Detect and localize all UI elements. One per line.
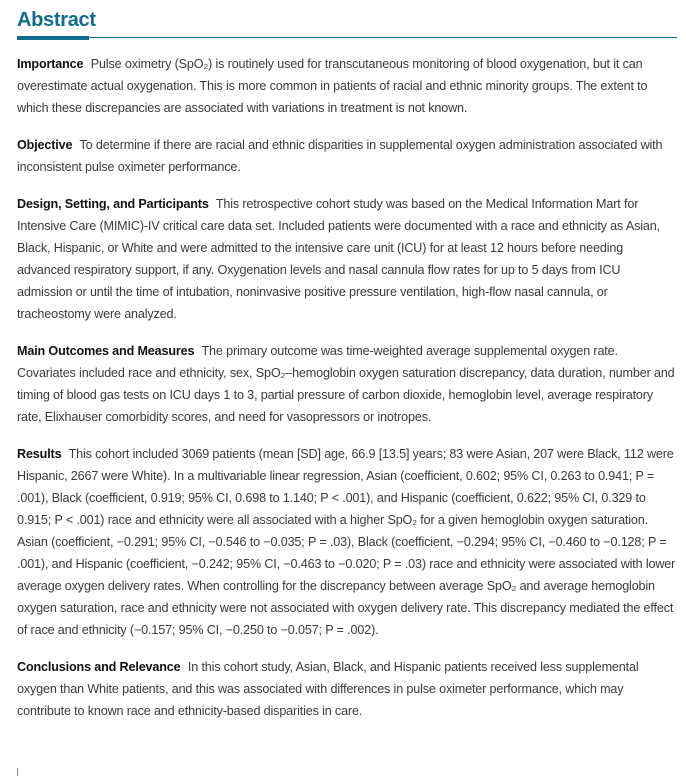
section-heading: Main Outcomes and Measures: [17, 344, 195, 358]
section-heading: Design, Setting, and Participants: [17, 197, 209, 211]
section-heading: Results: [17, 447, 62, 461]
section-importance: [17, 53, 677, 119]
section-design: [17, 193, 677, 325]
section-heading: Objective: [17, 138, 73, 152]
section-heading: Conclusions and Relevance: [17, 660, 181, 674]
section-text: This retrospective cohort study was based on the Medical Information Mart for Intensive Care (MIMIC)-IV critical care data set. Included patients were documented with a race and ethnicity as Asian, Black, Hispanic, or White and were admitted to the intensive care unit (ICU) for at least 12 hours before needing advanced respiratory support, if any. Oxygenation levels and nasal cannula flow rates for up to 5 days from ICU admission or until the time of intubation, noninvasive positive pressure ventilation, high-flow nasal cannula, or tracheostomy were analyzed.: [17, 197, 660, 321]
section-main-outcomes: [17, 340, 677, 428]
abstract-title: Abstract: [17, 9, 96, 31]
section-heading: Importance: [17, 57, 84, 71]
section-conclusions: [17, 656, 677, 722]
section-text: To determine if there are racial and ethnic disparities in supplemental oxygen administration associated with inconsistent pulse oximeter performance.: [17, 138, 663, 174]
section-text: The primary outcome was time-weighted average supplemental oxygen rate. Covariates included race and ethnicity, sex, SpO₂–hemoglobin oxygen saturation discrepancy, data duration, number and timing of blood gas tests on ICU days 1 to 3, partial pressure of carbon dioxide, hemoglobin level, average respiratory rate, Elixhauser comorbidity scores, and need for vasopressors or inotropes.: [17, 344, 675, 424]
section-results: [17, 443, 677, 641]
section-text: Pulse oximetry (SpO₂) is routinely used for transcutaneous monitoring of blood oxygenation, but it can overestimate actual oxygenation. This is more common in patients of racial and ethnic minority groups. The extent to which these discrepancies are associated with variations in treatment is not known.: [17, 57, 648, 115]
abstract-page: [17, 0, 677, 722]
section-text: In this cohort study, Asian, Black, and Hispanic patients received less supplemental oxygen than White patients, and this was associated with differences in pulse oximeter performance, which may contribute to known race and ethnicity-based disparities in care.: [17, 660, 639, 718]
text-cursor: [17, 768, 18, 776]
section-objective: [17, 134, 677, 178]
title-rule-accent: [17, 36, 89, 40]
title-rule-thin: [17, 37, 677, 38]
title-underline: [17, 36, 677, 40]
section-text: This cohort included 3069 patients (mean [SD] age, 66.9 [13.5] years; 83 were Asian, 207 were Black, 112 were Hispanic, 2667 were White). In a multivariable linear regression, Asian (coefficient, 0.602; 95% CI, 0.263 to 0.941; P = .001), Black (coefficient, 0.919; 95% CI, 0.698 to 1.140; P < .001), and Hispanic (coefficient, 0.622; 95% CI, 0.329 to 0.915; P < .001) race and ethnicity were all associated with a higher SpO₂ for a given hemoglobin oxygen saturation. Asian (coefficient, −0.291; 95% CI, −0.546 to −0.035; P = .03), Black (coefficient, −0.294; 95% CI, −0.460 to −0.128; P = .001), and Hispanic (coefficient, −0.242; 95% CI, −0.463 to −0.020; P = .03) race and ethnicity were associated with lower average oxygen delivery rates. When controlling for the discrepancy between average SpO₂ and average hemoglobin oxygen saturation, race and ethnicity were not associated with oxygen delivery rate. This discrepancy mediated the effect of race and ethnicity (−0.157; 95% CI, −0.250 to −0.057; P = .002).: [17, 447, 676, 637]
